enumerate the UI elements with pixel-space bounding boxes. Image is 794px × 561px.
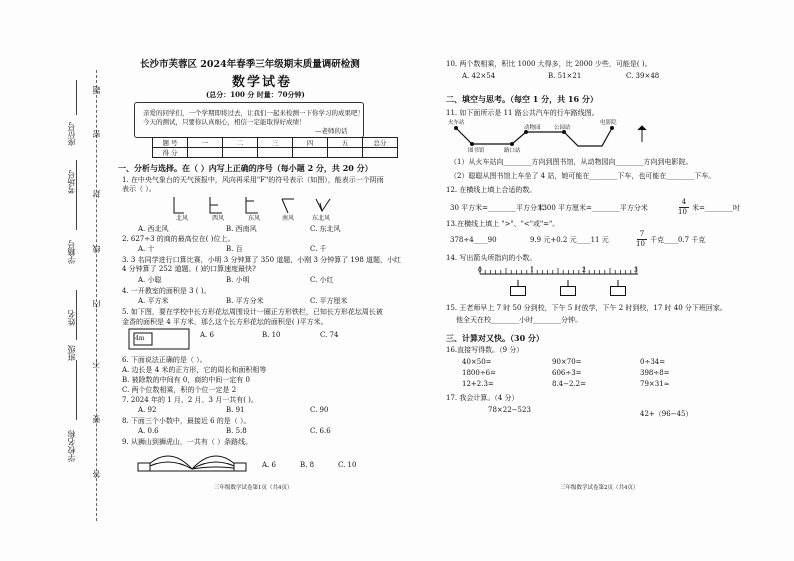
route-figure bbox=[138, 447, 248, 475]
section-2-heading: 二、填空与思考。（每空 1 分，共 16 分） bbox=[446, 94, 598, 104]
fraction-num: 7 bbox=[639, 230, 645, 238]
class-field[interactable] bbox=[76, 290, 77, 340]
section-1-heading: 一、分析与选择。在（ ）内写上正确的序号（每小题 2 分，共 20 分） bbox=[118, 163, 373, 173]
bus-stop: 公园站 bbox=[554, 125, 571, 131]
wind-north-icon bbox=[174, 197, 184, 213]
option[interactable]: B. 8 bbox=[300, 461, 315, 469]
option[interactable]: B. 平方分米 bbox=[226, 297, 264, 305]
answer-box[interactable] bbox=[510, 286, 526, 296]
greeting-box bbox=[134, 102, 364, 138]
wind-label: 东北风 bbox=[312, 215, 331, 222]
seal-char: 不 bbox=[92, 360, 101, 368]
option[interactable]: B. 91 bbox=[226, 406, 245, 414]
question-12: 12. 在横线上填上合适的数。 bbox=[446, 186, 537, 194]
question-3-cont: 4 分钟算了 252 道题。( )的口算速度最快? bbox=[122, 265, 256, 273]
page-footer-right: 三年级数学试卷第2页（共4页） bbox=[560, 485, 639, 491]
option[interactable]: C. 千 bbox=[310, 245, 327, 253]
compass-icon bbox=[638, 126, 646, 142]
score-cell[interactable] bbox=[258, 148, 293, 158]
question-15: 15. 王老师早上 7 时 50 分到校，下午 5 时放学，下午 2 时到校，17 时 40 分下班回家。 bbox=[446, 304, 727, 312]
calc-item[interactable]: 8.4−2.2= bbox=[552, 380, 586, 388]
seal-char: 答 bbox=[92, 470, 101, 478]
score-cell[interactable] bbox=[223, 148, 258, 158]
score-cell[interactable] bbox=[328, 148, 363, 158]
option[interactable]: A. 西北风 bbox=[138, 225, 169, 233]
option[interactable]: C. 74 bbox=[320, 331, 339, 339]
exam-subject: 数学试卷 bbox=[232, 75, 293, 90]
option[interactable]: A. 42×54 bbox=[462, 72, 496, 80]
option[interactable]: B. 被除数的中间有 0，商的中间一定有 0 bbox=[122, 376, 250, 384]
option[interactable]: C. 10 bbox=[338, 461, 357, 469]
option[interactable]: C. 90 bbox=[310, 406, 329, 414]
seal-char: 题 bbox=[92, 86, 101, 94]
score-label: 得 分 bbox=[153, 148, 188, 158]
option[interactable]: A. 0.6 bbox=[138, 427, 159, 435]
wind-west-icon bbox=[210, 197, 222, 213]
seal-char: 封 bbox=[92, 190, 101, 198]
score-header: 三 bbox=[258, 138, 293, 148]
seat-field[interactable] bbox=[76, 80, 77, 115]
ruler-label: 0 bbox=[478, 267, 482, 274]
fill-item[interactable]: 30 平方米=________平方分米 bbox=[450, 204, 544, 212]
question-3: 3. 3 名同学进行口算比赛，小明 3 分钟算了 350 道题，小刚 3 分钟算了 198 道题，小红 bbox=[122, 256, 402, 264]
score-header: 五 bbox=[328, 138, 363, 148]
fraction-den: 10 bbox=[636, 240, 645, 248]
question-9: 9. 从狮山到狮虎山，一共有（ ）条路线。 bbox=[122, 438, 253, 446]
flowerbed-label: 4m bbox=[135, 335, 145, 342]
section-3-heading: 三、计算对又快。（30 分） bbox=[446, 333, 544, 343]
score-table bbox=[152, 137, 398, 158]
compare-item[interactable]: 千克____0.7 千克 bbox=[650, 236, 706, 244]
calc-item[interactable]: 606÷3= bbox=[552, 369, 582, 377]
seat-label: 座位号 bbox=[67, 122, 76, 146]
exam-meta: (总分：100 分 时量：70分钟) bbox=[206, 90, 305, 99]
question-11-2: （2）聪聪从图书馆上车坐了 4 站，她可能在________下车，也可能在________下车。 bbox=[450, 172, 716, 180]
option[interactable]: A. 92 bbox=[138, 406, 157, 414]
greeting-sign: —老师的话 bbox=[315, 127, 348, 135]
option[interactable]: B. 10 bbox=[262, 331, 281, 339]
question-1: 1. 在中央气象台的天气预报中，风向再采用"F"的符号表示（如图），能表示一个阴雨 bbox=[122, 176, 384, 184]
wind-label: 北风 bbox=[176, 215, 189, 222]
question-8: 8. 下面三个小数中，最接近 6 的是（ ）。 bbox=[122, 417, 251, 425]
option[interactable]: B. 51×21 bbox=[548, 72, 582, 80]
wind-symbols bbox=[170, 195, 370, 219]
name-label: 姓名 bbox=[67, 310, 76, 326]
seal-char: 线 bbox=[92, 245, 101, 253]
option[interactable]: C. 小红 bbox=[310, 276, 334, 284]
bus-stop: 图书馆 bbox=[468, 148, 485, 154]
option[interactable]: A. 平方米 bbox=[138, 297, 169, 305]
calc-item[interactable]: 40×50= bbox=[462, 358, 492, 366]
calc-expression[interactable]: 78×22−523 bbox=[488, 406, 531, 414]
question-15-cont: 他全天在校________小时________分钟。 bbox=[456, 316, 582, 324]
student-id-field[interactable] bbox=[76, 160, 77, 230]
question-14: 14. 写出箭头所指向的小数。 bbox=[446, 254, 537, 262]
calc-item[interactable]: 398÷8= bbox=[640, 369, 670, 377]
question-5: 5. 如下图，要在学校中长方形花坛周围设计一圈正方形铁栏，已知长方形花坛周长被 bbox=[122, 308, 383, 316]
score-cell[interactable] bbox=[188, 148, 223, 158]
option[interactable]: C. 两个位数相乘，积的个位一定是 2 bbox=[122, 386, 237, 394]
wind-northeast-icon bbox=[316, 199, 330, 211]
wind-label: 南风 bbox=[282, 215, 295, 222]
ruler-label: 1 bbox=[530, 267, 534, 274]
calc-item[interactable]: 1800÷6= bbox=[462, 369, 496, 377]
option[interactable]: A. 小聪 bbox=[138, 276, 162, 284]
bus-stop: 动物园 bbox=[524, 125, 541, 131]
calc-item[interactable]: 0÷34= bbox=[640, 358, 666, 366]
greeting-line1: 亲爱的同学们，一个学期即将过去，让我们一起来检测一下你学习的成果吧！ bbox=[143, 109, 364, 117]
ruler-label: 3 bbox=[634, 267, 638, 274]
score-cell[interactable] bbox=[363, 148, 398, 158]
class-label: 班级 bbox=[67, 345, 76, 361]
calc-item[interactable]: 79×31≈ bbox=[640, 380, 670, 388]
answer-box[interactable] bbox=[610, 286, 626, 296]
fraction-den: 10 bbox=[678, 208, 687, 216]
seal-char: 密 bbox=[92, 130, 101, 138]
question-10: 10. 两个数相乘，积比 1000 大得多，比 2000 少些，可能是( )。 bbox=[446, 60, 652, 68]
score-cell[interactable] bbox=[293, 148, 328, 158]
score-header: 题 号 bbox=[153, 138, 188, 148]
wind-label: 西风 bbox=[212, 215, 225, 222]
question-11: 11. 如下面所示是 11 路公共汽车的行车路线图。 bbox=[446, 109, 599, 117]
student-id-label: 学籍号 bbox=[67, 240, 76, 264]
compare-item[interactable]: 378÷4____90 bbox=[450, 236, 497, 244]
option[interactable]: C. 6.6 bbox=[310, 427, 331, 435]
fill-item[interactable]: 1300 平方厘米=________平方分米 bbox=[538, 204, 648, 212]
option[interactable]: B. 百 bbox=[226, 245, 243, 253]
exam-id-label: 考场号 bbox=[67, 170, 76, 194]
compare-item[interactable]: 9.9 元+0.2 元____11 元 bbox=[530, 236, 609, 244]
calc-item[interactable]: 12+2.3= bbox=[462, 380, 494, 388]
option[interactable]: C. 平方厘米 bbox=[310, 297, 348, 305]
score-header: 总分 bbox=[363, 138, 398, 148]
question-13: 13.在横线上填上 ">"、"<"或"="。 bbox=[446, 220, 560, 228]
calc-expression[interactable]: 42+（96−45） bbox=[640, 410, 693, 418]
option[interactable]: B. 小明 bbox=[226, 276, 250, 284]
option[interactable]: A. 边长是 4 米的正方形，它的周长和面积相等 bbox=[122, 366, 267, 374]
option[interactable]: A. 6 bbox=[200, 331, 214, 339]
fill-item[interactable]: 米=________吋 bbox=[692, 204, 740, 212]
ruler-label: 2 bbox=[582, 267, 586, 274]
option[interactable]: C. 东北风 bbox=[310, 225, 341, 233]
page-footer-left: 三年级数学试卷第1页（共4页） bbox=[214, 485, 293, 491]
question-11-1: （1）从火车站向________方向到图书馆，从动物园向________方向到电影院。 bbox=[450, 158, 693, 166]
calc-item[interactable]: 90×70= bbox=[552, 358, 582, 366]
wind-east-icon bbox=[246, 197, 258, 213]
question-6: 6. 下面说法正确的是（ ）。 bbox=[122, 356, 207, 364]
score-header: 一 bbox=[188, 138, 223, 148]
option[interactable]: C. 39×48 bbox=[626, 72, 660, 80]
bus-stop: 路口站 bbox=[504, 148, 521, 154]
question-2: 2. 627÷3 的商的最高位在( )位上。 bbox=[122, 235, 235, 243]
question-4: 4. 一开教室的面积是 3 ( )。 bbox=[122, 287, 211, 295]
question-17: 17. 我会计算。（4 分） bbox=[446, 394, 519, 402]
option[interactable]: B. 西南风 bbox=[226, 225, 257, 233]
option[interactable]: A. 十 bbox=[138, 245, 155, 253]
bus-stop: 电影院 bbox=[600, 120, 617, 126]
option[interactable]: A. 6 bbox=[262, 461, 276, 469]
score-header: 二 bbox=[223, 138, 258, 148]
question-5-cont: 金香的面积是 4 平方米，那么这个长方形花坛的面积是( )平方米。 bbox=[122, 318, 328, 326]
seal-char: 要 bbox=[92, 415, 101, 423]
question-1-cont: 表示（ ）。 bbox=[122, 185, 156, 193]
school-label: 学校名称 bbox=[67, 430, 76, 462]
bus-stop: 火车站 bbox=[448, 120, 465, 126]
option[interactable]: B. 5.8 bbox=[226, 427, 247, 435]
seal-char: 内 bbox=[92, 300, 101, 308]
wind-label: 东风 bbox=[248, 215, 261, 222]
question-7: 7. 2024 年的 1 月、2 月、3 月一共有( )。 bbox=[122, 396, 258, 404]
fraction-num: 4 bbox=[681, 198, 687, 206]
wind-south-icon bbox=[282, 199, 294, 213]
school-field[interactable] bbox=[76, 360, 77, 420]
question-16: 16.直接写得数。（9 分） bbox=[446, 346, 524, 354]
exam-title: 长沙市芙蓉区 2024年春季三年级期末质量调研检测 bbox=[140, 59, 360, 70]
greeting-line2: 今天的测试，只要你认真细心，相信一定能取得好成绩！ bbox=[143, 118, 306, 126]
score-header: 四 bbox=[293, 138, 328, 148]
answer-box[interactable] bbox=[560, 286, 576, 296]
